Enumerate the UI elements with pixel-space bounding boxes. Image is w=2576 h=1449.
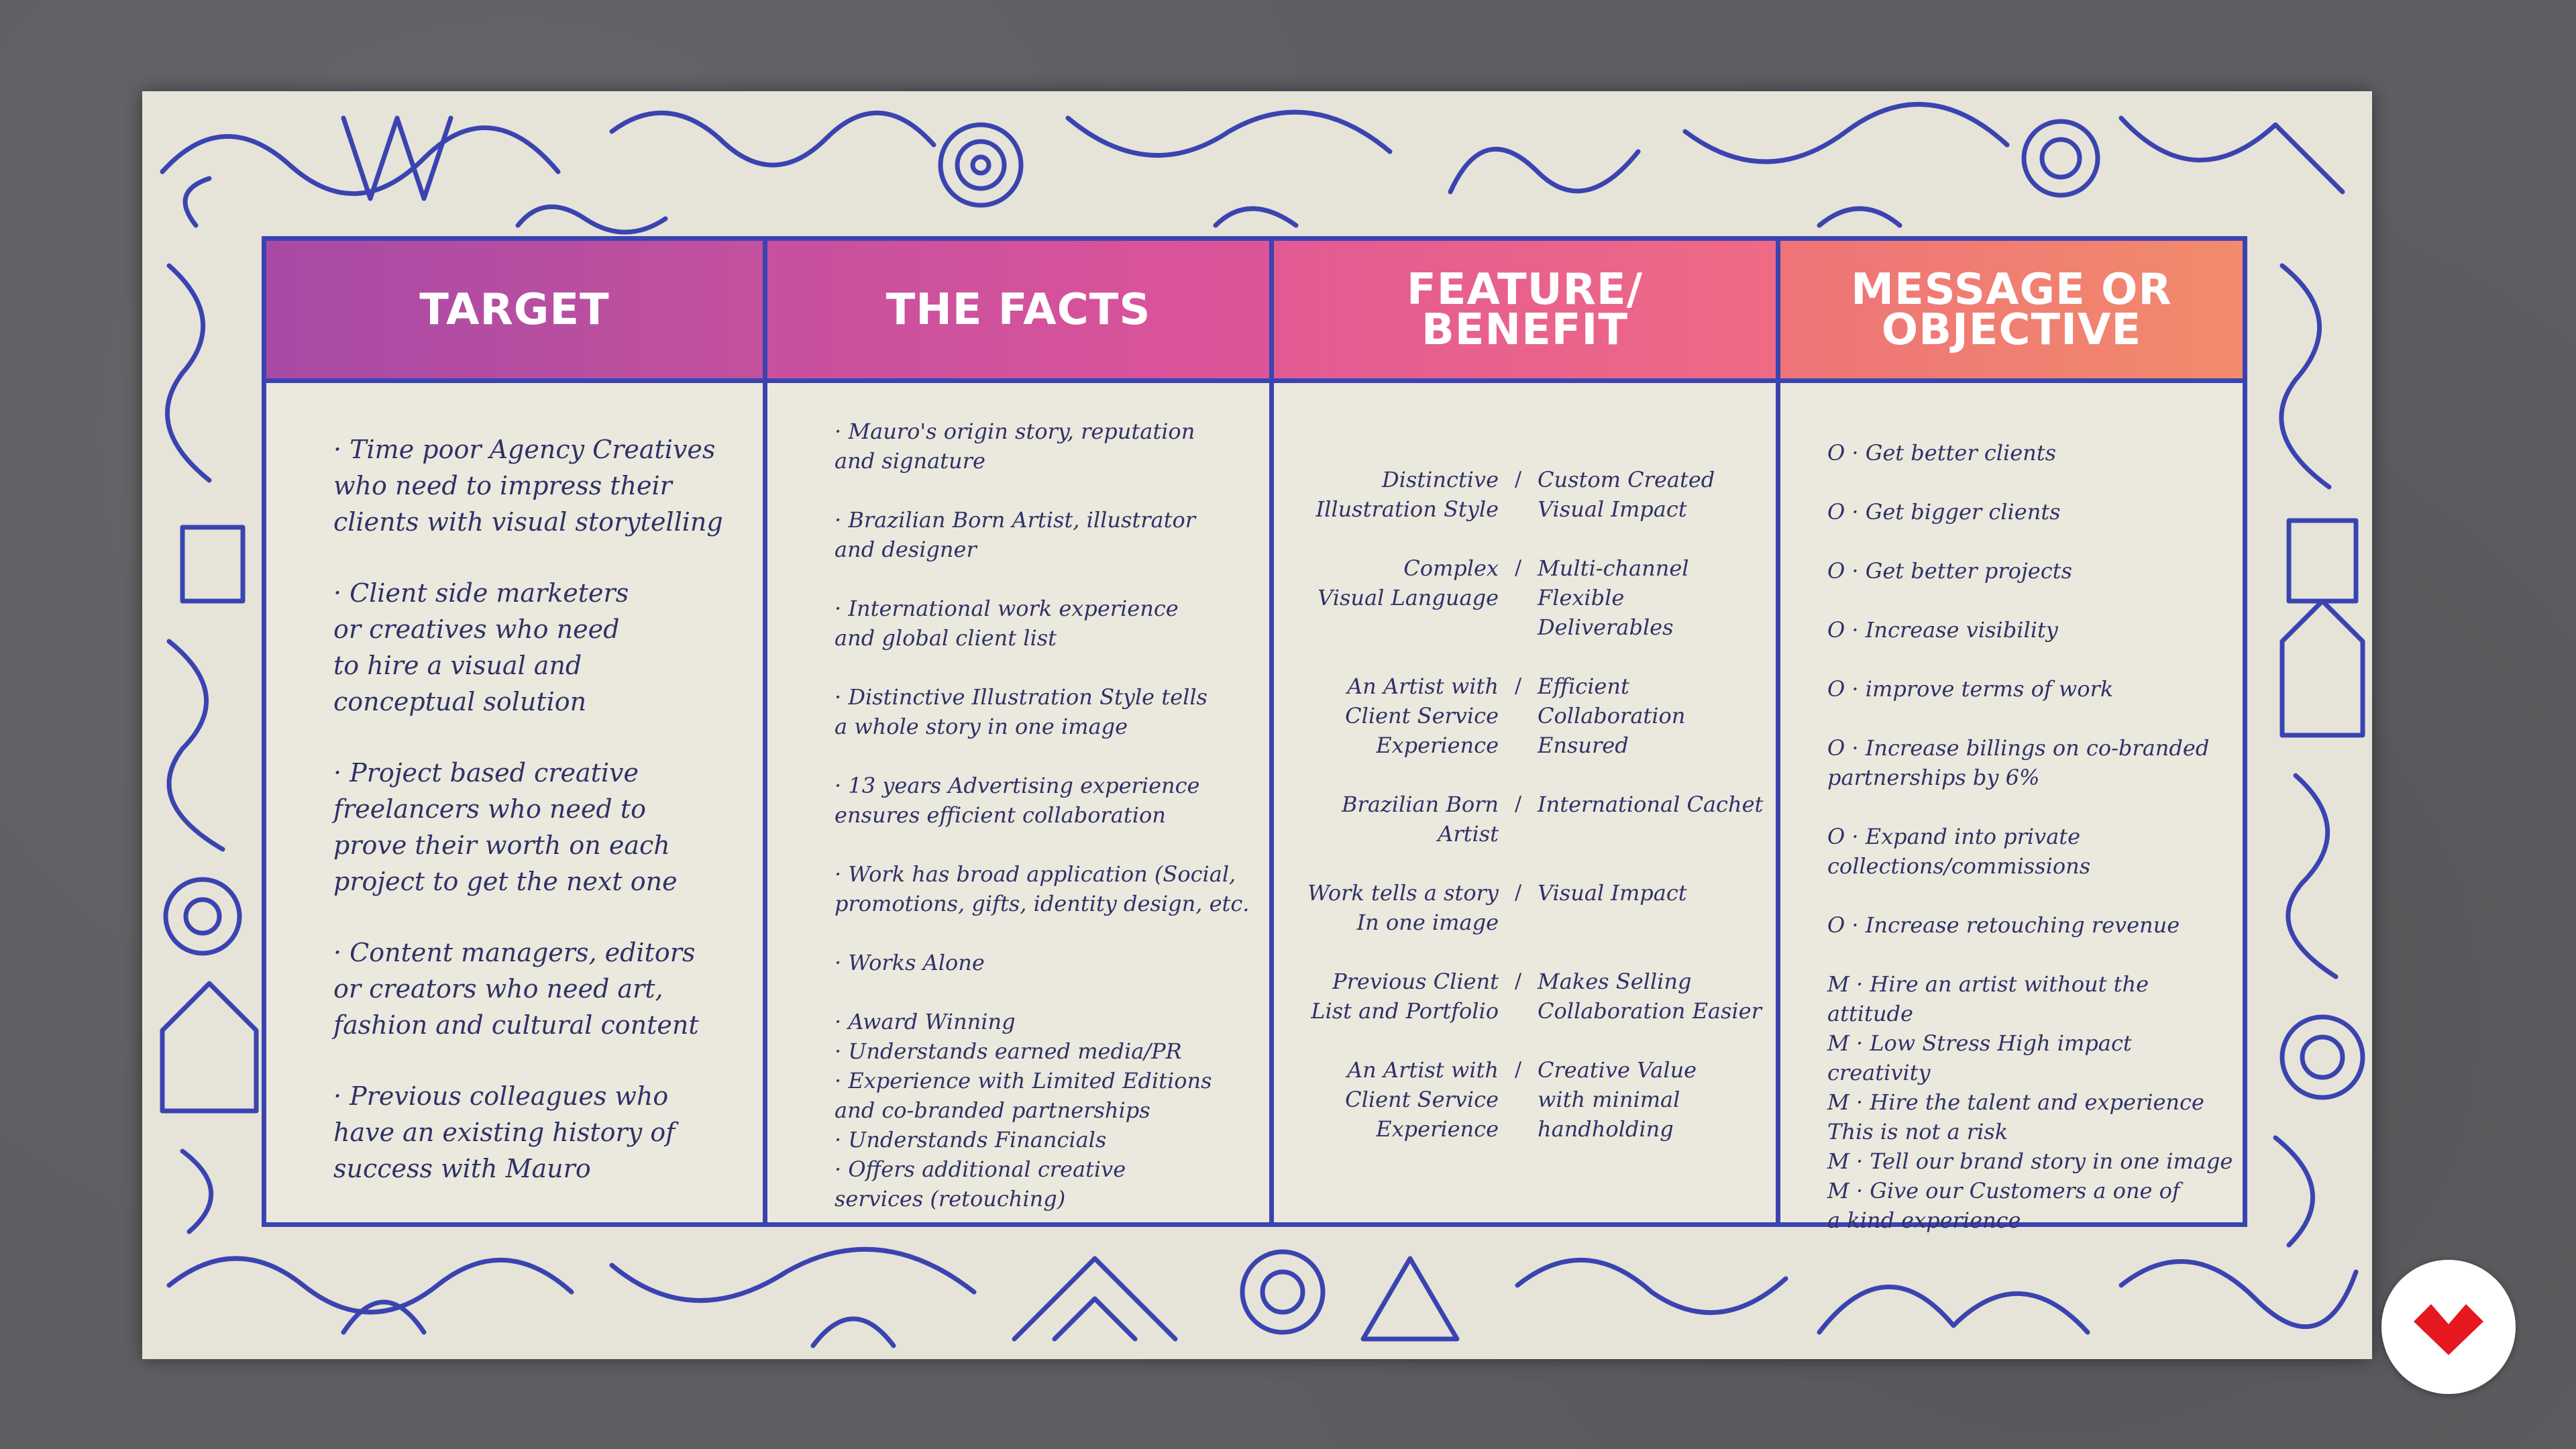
facts-group-item: · Understands Financials	[835, 1127, 1107, 1152]
feature-benefit-row	[1277, 465, 1776, 524]
message-group	[1827, 969, 2236, 1235]
benefit-text: Creative Value with minimal handholding	[1538, 1057, 1697, 1142]
slash-divider: /	[1514, 792, 1522, 816]
objective-item: O · improve terms of work	[1827, 676, 2114, 702]
target-item: · Time poor Agency Creatives who need to impress their clients with visual storytelling	[333, 435, 723, 537]
feature-text: Brazilian Born Artist	[1342, 792, 1499, 847]
target-item: · Previous colleagues who have an existing history of success with Mauro	[333, 1081, 676, 1183]
objective-item: O · Increase visibility	[1827, 617, 2058, 643]
facts-item: · Mauro's origin story, reputation and signature	[835, 419, 1195, 474]
header-feature-benefit	[1274, 241, 1776, 383]
facts-item: · 13 years Advertising experience ensures efficient collaboration	[835, 773, 1200, 828]
feature-benefit-list	[1274, 383, 1776, 1222]
facts-group-item: · Experience with Limited Editions and co-branded partnerships	[835, 1068, 1212, 1123]
feature-benefit-row	[1277, 790, 1776, 849]
benefit-text: International Cachet	[1538, 792, 1764, 817]
facts-group	[835, 1007, 1256, 1214]
objective-item: O · Get bigger clients	[1827, 499, 2061, 525]
facts-group-item: · Offers additional creative services (retouching)	[835, 1157, 1126, 1212]
facts-item: · Works Alone	[835, 950, 985, 975]
benefit-text: Visual Impact	[1538, 880, 1687, 906]
feature-benefit-row	[1277, 672, 1776, 760]
header-target-label: TARGET	[419, 284, 610, 335]
message-item: M · Hire the talent and experience This is not a risk	[1827, 1089, 2204, 1144]
feature-text: Work tells a story In one image	[1307, 880, 1499, 935]
feature-benefit-row	[1277, 553, 1776, 642]
header-facts-label: THE FACTS	[885, 284, 1151, 335]
header-message-objective	[1780, 241, 2243, 383]
slash-divider: /	[1514, 468, 1522, 491]
message-item: M · Tell our brand story in one image	[1827, 1148, 2233, 1174]
feature-text: An Artist with Client Service Experience	[1345, 1057, 1499, 1142]
column-message-objective	[1776, 241, 2243, 1233]
feature-text: Previous Client List and Portfolio	[1311, 969, 1499, 1024]
facts-item: · Brazilian Born Artist, illustrator and designer	[835, 507, 1196, 562]
header-target	[266, 241, 763, 383]
feature-benefit-row	[1277, 878, 1776, 937]
column-feature-benefit	[1269, 241, 1776, 1222]
benefit-text: Makes Selling Collaboration Easier	[1538, 969, 1762, 1024]
objective-item: O · Get better projects	[1827, 558, 2072, 584]
feature-benefit-row	[1277, 1055, 1776, 1144]
target-item: · Client side marketers or creatives who need to hire a visual and conceptual solution	[333, 578, 629, 716]
facts-item: · Work has broad application (Social, promotions, gifts, identity design, etc.	[835, 861, 1250, 916]
slash-divider: /	[1514, 556, 1522, 580]
objective-item: O · Get better clients	[1827, 440, 2057, 466]
objective-item: O · Increase retouching revenue	[1827, 912, 2180, 938]
facts-group-item: · Award Winning	[835, 1009, 1016, 1034]
slash-divider: /	[1514, 969, 1522, 993]
benefit-text: Multi-channel Flexible Deliverables	[1538, 555, 1689, 640]
target-item: · Content managers, editors or creators who need art, fashion and cultural content	[333, 938, 699, 1040]
column-target	[266, 241, 763, 1222]
feature-text: Complex Visual Language	[1318, 555, 1499, 610]
objective-item: O · Increase billings on co-branded partnerships by 6%	[1827, 735, 2210, 790]
target-item: · Project based creative freelancers who need to prove their worth on each project to get the next one	[333, 758, 678, 896]
facts-list	[767, 383, 1269, 1222]
facts-group-item: · Understands earned media/PR	[835, 1038, 1182, 1064]
header-message-objective-label: MESSAGE OR OBJECTIVE	[1851, 264, 2172, 355]
message-item: M · Give our Customers a one of a kind experience	[1827, 1178, 2180, 1233]
slash-divider: /	[1514, 1058, 1522, 1081]
header-feature-benefit-label: FEATURE/ BENEFIT	[1407, 264, 1643, 355]
benefit-text: Efficient Collaboration Ensured	[1538, 674, 1686, 758]
feature-benefit-row	[1277, 967, 1776, 1026]
objective-item: O · Expand into private collections/commissions	[1827, 824, 2091, 879]
column-facts	[763, 241, 1269, 1222]
facts-item: · Distinctive Illustration Style tells a whole story in one image	[835, 684, 1208, 739]
target-list	[266, 383, 763, 1222]
header-facts	[767, 241, 1269, 383]
chevron-logo-icon	[2381, 1260, 2516, 1394]
feature-text: An Artist with Client Service Experience	[1345, 674, 1499, 758]
message-item: M · Hire an artist without the attitude	[1827, 971, 2149, 1026]
message-objective-list	[1780, 383, 2243, 1233]
brand-logo	[2381, 1260, 2516, 1394]
slash-divider: /	[1514, 881, 1522, 904]
facts-item: · International work experience and global client list	[835, 596, 1179, 651]
feature-text: Distinctive Illustration Style	[1316, 467, 1499, 522]
slash-divider: /	[1514, 674, 1522, 698]
doodle-card	[142, 91, 2372, 1359]
message-item: M · Low Stress High impact creativity	[1827, 1030, 2132, 1085]
messaging-grid	[262, 236, 2247, 1233]
benefit-text: Custom Created Visual Impact	[1538, 467, 1715, 522]
